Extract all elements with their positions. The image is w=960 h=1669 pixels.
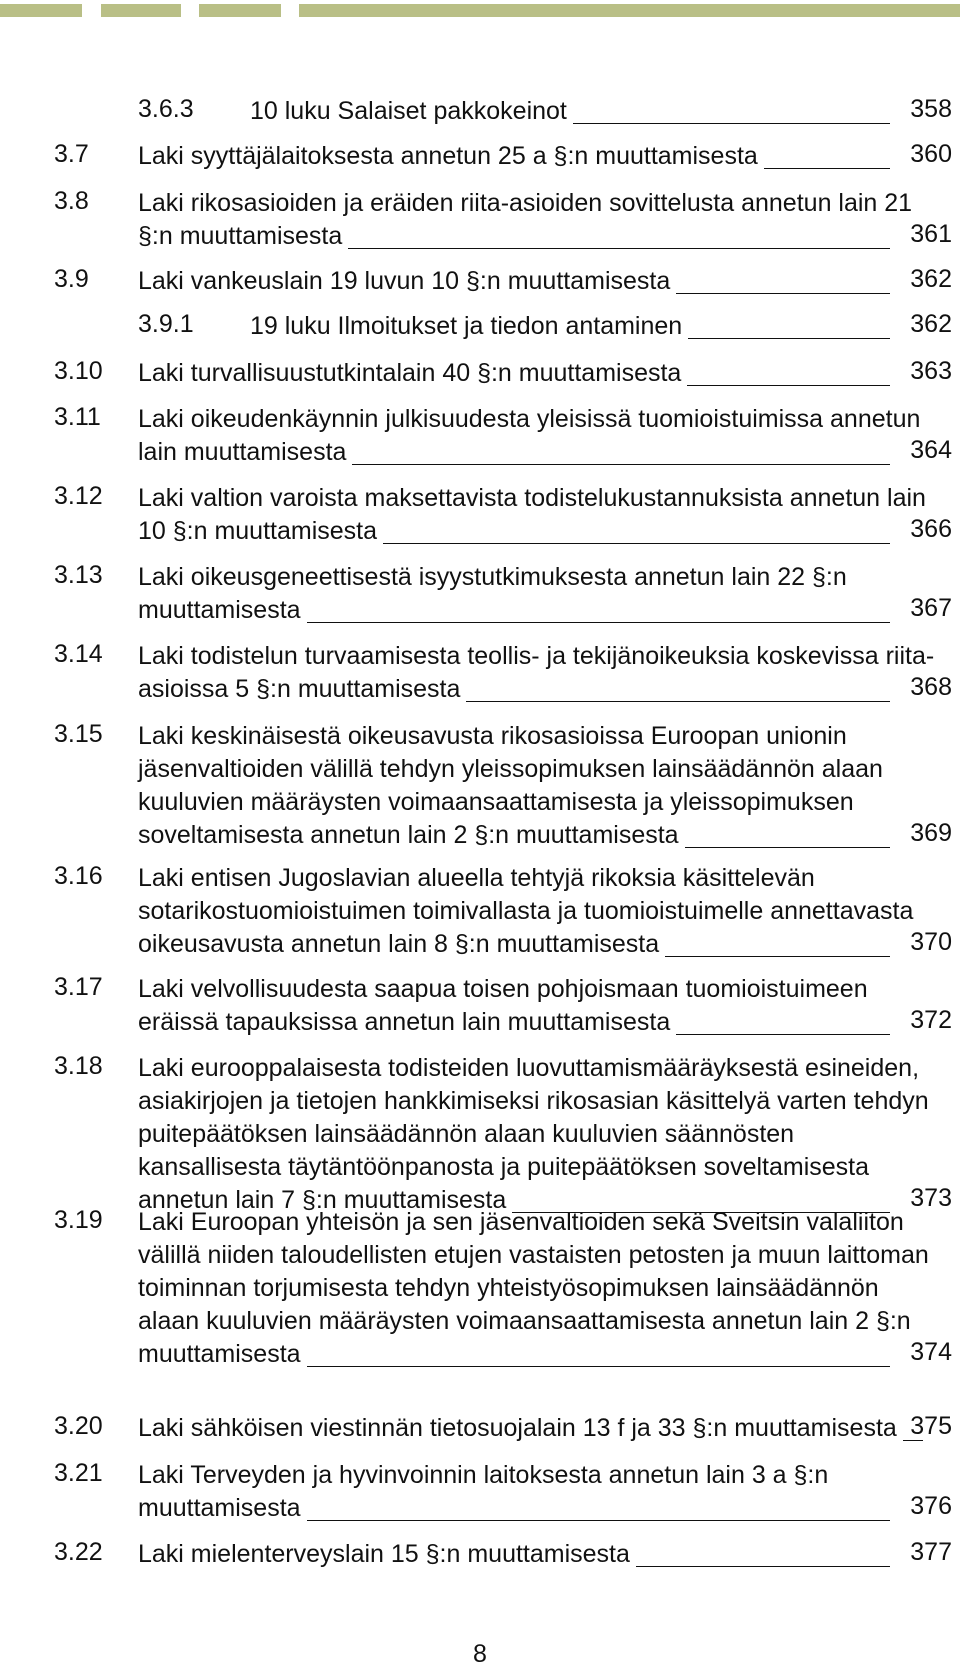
toc-entry-page: 368 [910,673,952,701]
toc-entry-number: 3.7 [54,140,89,168]
toc-entry-page: 362 [910,265,952,293]
toc-entry-title-line: eräissä tapauksissa annetun lain muuttamisesta [138,1008,671,1036]
toc-entry-page: 367 [910,594,952,622]
toc-leader-line [687,363,890,386]
toc-entry-title-line: oikeusavusta annetun lain 8 §:n muuttamisesta [138,930,660,958]
toc-leader-line [307,600,890,623]
decorative-bar-1 [0,4,82,17]
toc-entry-number: 3.22 [54,1538,103,1566]
toc-entry-title-line: Laki Terveyden ja hyvinvoinnin laitoksesta annetun lain 3 a §:n [138,1461,829,1489]
toc-entry-number: 3.8 [54,187,89,215]
toc-entry-number: 3.12 [54,482,103,510]
toc-leader-line [307,1344,890,1367]
toc-leader-line [764,146,890,169]
toc-entry-title-line: Laki syyttäjälaitoksesta annetun 25 a §:n muuttamisesta [138,142,758,170]
toc-entry-title-line: 10 luku Salaiset pakkokeinot [250,97,567,125]
toc-entry-page: 360 [910,140,952,168]
toc-entry-title-line: soveltamisesta annetun lain 2 §:n muuttamisesta [138,821,679,849]
toc-entry-number: 3.9.1 [138,310,194,338]
toc-entry-number: 3.11 [54,403,101,431]
toc-entry-title-line: Laki todistelun turvaamisesta teollis- ja tekijänoikeuksia koskevissa riita- [138,642,935,670]
toc-entry-page: 362 [910,310,952,338]
toc-entry-title-line: muuttamisesta [138,1494,301,1522]
toc-entry-page: 363 [910,357,952,385]
toc-entry-title-line: jäsenvaltioiden välillä tehdyn yleissopimuksen lainsäädännön alaan [138,755,883,783]
toc-entry-number: 3.17 [54,973,103,1001]
toc-entry-title-line: Laki rikosasioiden ja eräiden riita-asioiden sovittelusta annetun lain 21 [138,189,913,217]
toc-entry-page: 369 [910,819,952,847]
toc-entry-title-line: Laki oikeusgeneettisestä isyystutkimuksesta annetun lain 22 §:n [138,563,847,591]
toc-entry-title-line: §:n muuttamisesta [138,222,343,250]
toc-entry-title-line: Laki sähköisen viestinnän tietosuojalain 13 f ja 33 §:n muuttamisesta [138,1414,897,1442]
toc-entry-title-line: kuuluvien määräysten voimaansaattamisesta ja yleissopimuksen [138,788,854,816]
toc-leader-line [685,825,890,848]
toc-entry-page: 366 [910,515,952,543]
toc-leader-line [573,101,890,124]
toc-entry-title-line: Laki Euroopan yhteisön ja sen jäsenvaltioiden sekä Sveitsin valaliiton [138,1208,904,1236]
toc-leader-line [352,442,890,465]
toc-entry-title-line: 19 luku Ilmoitukset ja tiedon antaminen [250,312,683,340]
toc-entry-title-line: muuttamisesta [138,1340,301,1368]
toc-entry-title-line: sotarikostuomioistuimen toimivallasta ja tuomioistuimelle annettavasta [138,897,914,925]
toc-entry-title-line: Laki turvallisuustutkintalain 40 §:n muuttamisesta [138,359,682,387]
toc-leader-line [903,1418,923,1441]
toc-entry-title-line: Laki valtion varoista maksettavista todistelukustannuksista annetun lain [138,484,926,512]
toc-leader-line [676,1012,890,1035]
toc-entry-page: 376 [910,1492,952,1520]
toc-leader-line [665,934,890,957]
toc-leader-line [383,521,890,544]
toc-entry-number: 3.19 [54,1206,103,1234]
toc-entry-number: 3.14 [54,640,103,668]
toc-entry-title-line: kansallisesta täytäntöönpanosta ja puitepäätöksen soveltamisesta [138,1153,870,1181]
toc-entry-page: 358 [910,95,952,123]
toc-entry-title-line: lain muuttamisesta [138,438,347,466]
toc-entry-title-line: asioissa 5 §:n muuttamisesta [138,675,461,703]
toc-entry-page: 364 [910,436,952,464]
toc-leader-line [307,1498,890,1521]
toc-entry-title-line: toiminnan torjumisesta tehdyn yhteistyösopimuksen lainsäädännön [138,1274,879,1302]
decorative-bar-2 [101,4,181,17]
toc-entry-page: 373 [910,1184,952,1212]
toc-entry-title-line: asiakirjojen ja tietojen hankkimiseksi rikosasian käsittelyä varten tehdyn [138,1087,929,1115]
toc-entry-page: 370 [910,928,952,956]
toc-entry-title-line: Laki mielenterveyslain 15 §:n muuttamisesta [138,1540,630,1568]
page-number: 8 [473,1640,487,1668]
toc-entry-number: 3.6.3 [138,95,194,123]
toc-entry-number: 3.16 [54,862,103,890]
toc-entry-title-line: alaan kuuluvien määräysten voimaansaattamisesta annetun lain 2 §:n [138,1307,911,1335]
toc-entry-title-line: Laki entisen Jugoslavian alueella tehtyjä rikoksia käsittelevän [138,864,815,892]
toc-entry-title-line: Laki oikeudenkäynnin julkisuudesta yleisissä tuomioistuimissa annetun [138,405,921,433]
decorative-bar-3 [199,4,281,17]
toc-entry-title-line: Laki velvollisuudesta saapua toisen pohjoismaan tuomioistuimeen [138,975,868,1003]
toc-entry-title-line: puitepäätöksen lainsäädännön alaan kuuluvien säännösten [138,1120,795,1148]
toc-entry-title-line: 10 §:n muuttamisesta [138,517,378,545]
toc-entry-number: 3.9 [54,265,89,293]
toc-entry-title-line: välillä niiden taloudellisten etujen vastaisten petosten ja muun laittoman [138,1241,929,1269]
toc-leader-line [636,1544,890,1567]
toc-entry-page: 361 [910,220,952,248]
toc-entry-page: 375 [910,1412,952,1440]
toc-entry-number: 3.15 [54,720,103,748]
toc-entry-title-line: Laki eurooppalaisesta todisteiden luovuttamismääräyksestä esineiden, [138,1054,920,1082]
toc-entry-number: 3.20 [54,1412,103,1440]
toc-leader-line [348,226,890,249]
toc-entry-page: 372 [910,1006,952,1034]
toc-leader-line [466,679,890,702]
toc-entry-page: 374 [910,1338,952,1366]
toc-entry-title-line: annetun lain 7 §:n muuttamisesta [138,1186,507,1214]
decorative-bar-4 [299,4,960,17]
toc-leader-line [676,271,890,294]
toc-entry-number: 3.13 [54,561,103,589]
toc-entry-number: 3.10 [54,357,103,385]
toc-entry-title-line: Laki keskinäisestä oikeusavusta rikosasioissa Euroopan unionin [138,722,847,750]
toc-entry-number: 3.21 [54,1459,103,1487]
toc-entry-title-line: Laki vankeuslain 19 luvun 10 §:n muuttamisesta [138,267,671,295]
toc-entry-title-line: muuttamisesta [138,596,301,624]
toc-entry-page: 377 [910,1538,952,1566]
toc-entry-number: 3.18 [54,1052,103,1080]
toc-leader-line [688,316,890,339]
